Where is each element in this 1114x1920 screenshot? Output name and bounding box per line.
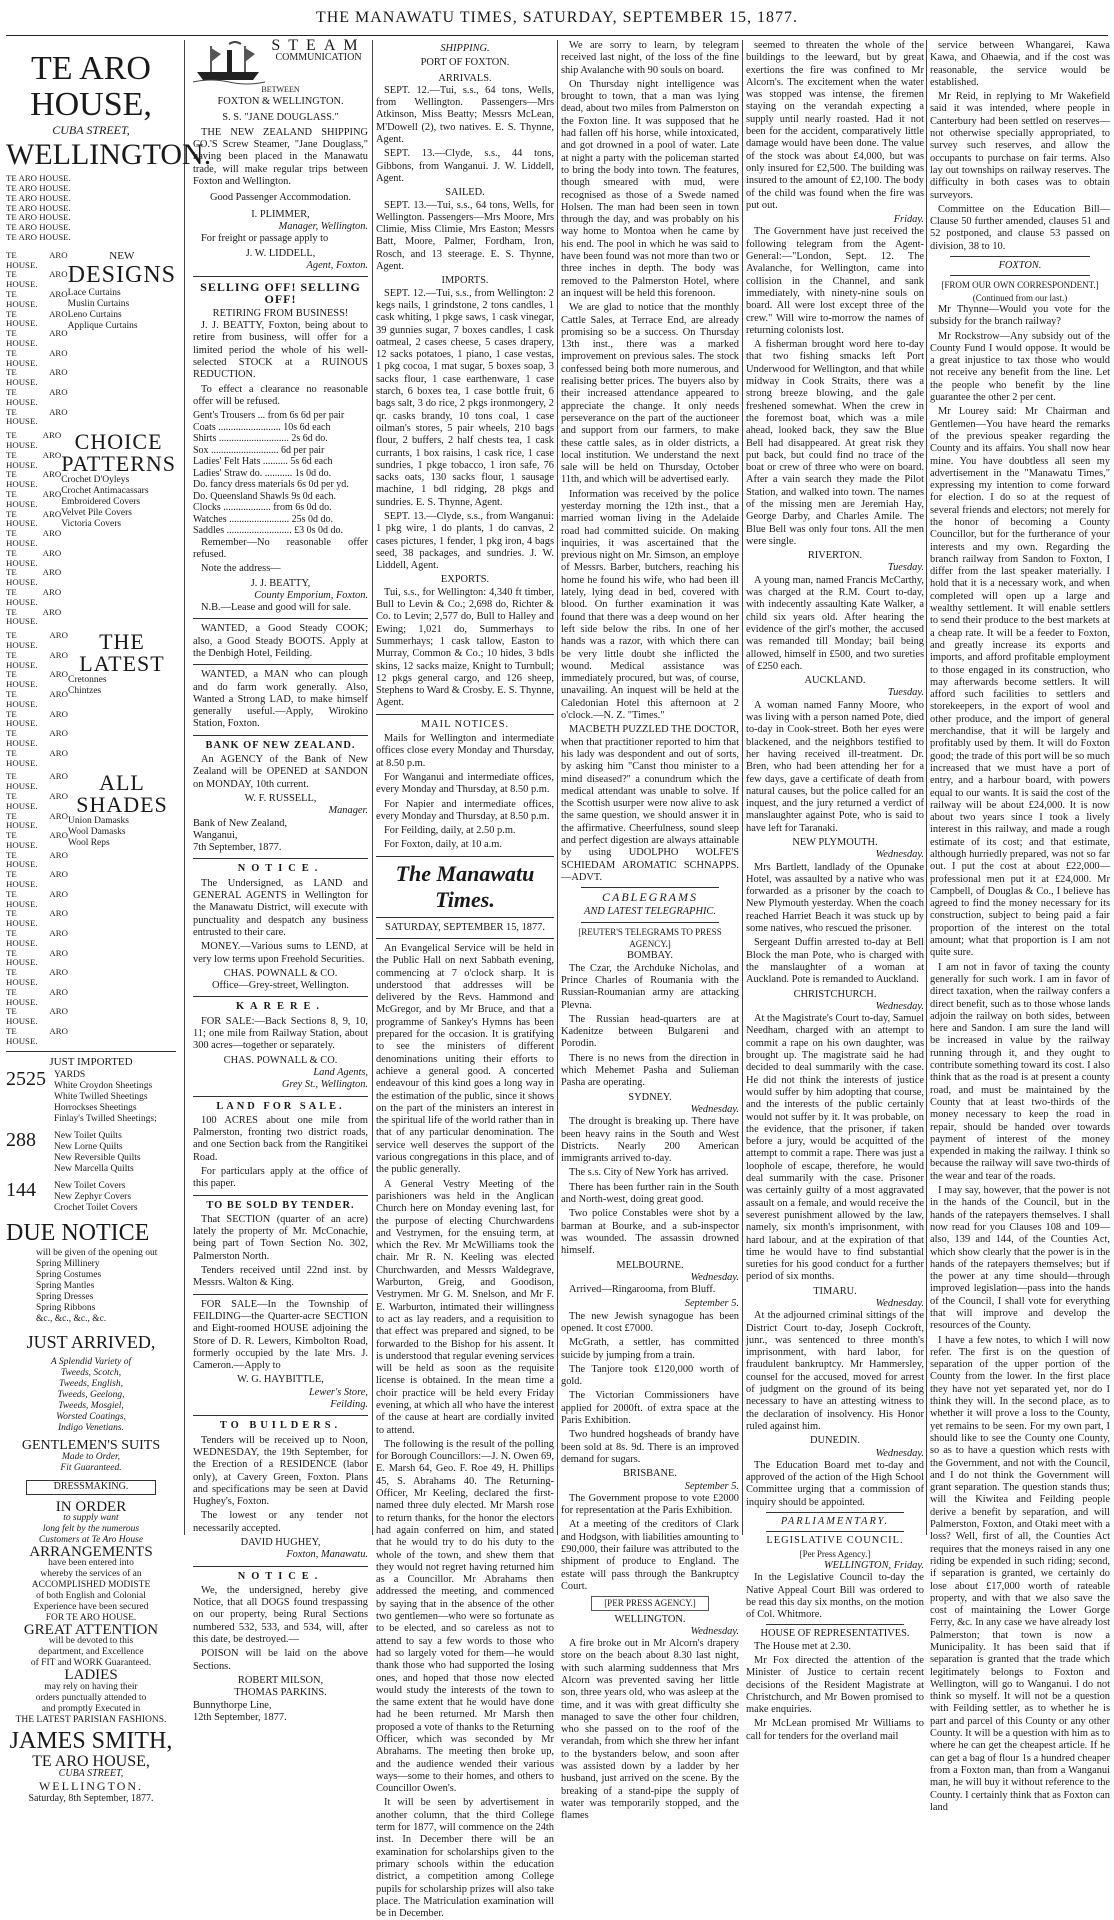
masthead-rule: [6, 35, 1108, 36]
feilding-sale-advert: FOR SALE—In the Township of FEILDING—the Quarter-acre SECTION and Eight-roomed HOUSE adjoining the Store of D. R. Lewers, Kimbolton Road, formerly occupied by the late Mrs. J. Cameron.—Apply to W. G. HAYBITTLE, Lewer's Store, Feilding.: [193, 1298, 368, 1411]
price-row: Saddles .......................... £3 0s 0d do.: [193, 525, 343, 537]
gentlemens-suits-sub: Made to Order, Fit Guaranteed.: [60, 1452, 122, 1474]
column-1-te-aro-advert: TE ARO HOUSE, CUBA STREET, WELLINGTON. TE ARO HOUSE. TE ARO HOUSE. TE ARO HOUSE. TE ARO HOUSE. TE ARO HOUSE. TE ARO HOUSE. TE ARO HOUSE. TE ARO HOUSE. TE ARO HOUSE. TE ARO HOUSE. TE ARO HOUSE. TE ARO HOUSE. TE ARO HOUSE. TE ARO HOUSE. TE ARO HOUSE. TE ARO HOUSE. NEW DESIGNS Lace Curtains Muslin Curtains Leno Curtains Applique Curtains TE ARO HOUSE. TE ARO HOUSE. TE ARO HOUSE. TE ARO HOUSE. TE ARO HOUSE. TE ARO HOUSE. TE ARO HOUSE. TE ARO HOUSE. TE ARO HOUSE. TE ARO HOUSE. CHOICE PATTERNS Crochet D'Oyleys Crochet Antimacassars Embroidered Covers Velvet Pile Covers Victoria Covers TE ARO HOUSE. TE ARO HOUSE. TE ARO HOUSE. TE ARO HOUSE. TE ARO HOUSE. TE ARO HOUSE. TE ARO HOUSE. THE LATEST Cretonnes Chintzes TE ARO HOUSE. TE ARO HOUSE. TE ARO HOUSE. TE ARO HOUSE. TE ARO HOUSE. TE ARO HOUSE. TE ARO HOUSE. TE ARO HOUSE. TE ARO HOUSE. TE ARO HOUSE. TE ARO HOUSE. TE ARO HOUSE. TE ARO HOUSE. TE ARO HOUSE. ALL SHADES Union Damasks Wool Damasks Wool Reps JUST IMPORTED 2525 YARDS White Croydon Sheetings White Twilled Sheetings Horrockses Sheetings Finlay's Twilled Sheetings; 288 New Toilet Quilts New Lorne Quilts New Reversible Quilts New Marcella Quilts 144 New Toilet Covers New Zephyr Covers Crochet Toilet Covers DUE NOTICE will be given of the opening out Spring Millinery Spring Costumes Spring Mantles Spring Dresses Spring Ribbons &c., &c., &c., &c. JUST ARRIVED, A Splendid Variety of Tweeds, Scotch, Tweeds, English, Tweeds, Geelong, Tweeds, Mosgiel, Worsted Coatings, Indigo Venetians. GENTLEMEN'S SUITS Made to Order, Fit Guaranteed. DRESSMAKING. IN ORDER to supply want long felt by the numerous Customers at Te Aro House ARRANGEMENTS have been entered into whereby the services of an ACCOMPLISHED MODISTE of both English and Colonial Experience have been secured FOR TE ARO HOUSE. GREAT ATTENTION will be devoted to this department, and Excellence of FIT and WORK Guaranteed. LADIES may rely on having their orders punctually attended to and promptly Executed in THE LATEST PARISIAN FASHIONS. JAMES SMITH, TE ARO HOUSE, CUBA STREET, WELLINGTON. Saturday, 8th September, 1877.: [6, 50, 212, 1804]
column-divider: [926, 40, 927, 1535]
covers-block: 144 New Toilet Covers New Zephyr Covers Crochet Toilet Covers: [6, 1178, 138, 1213]
latest-heading: LATEST: [79, 651, 165, 677]
shipping-heading: SHIPPING.: [440, 43, 490, 54]
dressmaking-heading: DRESSMAKING.: [26, 1480, 156, 1494]
latest-block: TE ARO HOUSE. TE ARO HOUSE. TE ARO HOUSE. TE ARO HOUSE. TE ARO HOUSE. TE ARO HOUSE. TE ARO HOUSE. THE LATEST Cretonnes Chintzes: [6, 631, 176, 768]
steam-advert: STEAM COMMUNICATION BETWEEN FOXTON & WELLINGTON. S. S. "JANE DOUGLASS." THE NEW ZEALAND SHIPPING CO.'S Screw Steamer, "Jane Douglass," having been placed in the Manawatu trade, will make regular trips between Foxton and Wellington. Good Passenger Accommodation. I. PLIMMER, Manager, Wellington. For freight or passage apply to J. W. LIDDELL, Agent, Foxton.: [193, 37, 368, 271]
price-row: Clocks ................... from 6s 0d do.: [193, 502, 332, 514]
cuba-street: CUBA STREET,: [52, 123, 130, 137]
just-arrived-items: A Splendid Variety of Tweeds, Scotch, Tweeds, English, Tweeds, Geelong, Tweeds, Mosgiel, Worsted Coatings, Indigo Venetians.: [50, 1356, 132, 1433]
price-row: Shirts ............................ 2s 6d do.: [193, 433, 328, 445]
column-2-advertisements: [193, 37, 368, 1723]
column-divider: [557, 40, 558, 1535]
paper-title: The Manawatu Times.: [395, 860, 535, 912]
patterns-heading: PATTERNS: [61, 451, 176, 477]
tender-advert: TO BE SOLD BY TENDER. That SECTION (quarter of an acre) lately the property of Mr. McConachie, being part of Town Section No. 302, Palmerston North. Tenders received until 22nd inst. by Messrs. Walton & King.: [193, 1199, 368, 1289]
mail-notices-heading: MAIL NOTICES.: [420, 718, 510, 730]
price-row: Coats ......................... 10s 6d each: [193, 421, 331, 433]
paper-date: SATURDAY, SEPTEMBER 15, 1877.: [385, 921, 545, 933]
foxton-heading: FOXTON.: [998, 260, 1042, 272]
masthead: THE MANAWATU TIMES, SATURDAY, SEPTEMBER 15, 1877.: [315, 9, 799, 26]
choice-heading: CHOICE: [74, 429, 163, 455]
column-5-news-parliamentary: seemed to threaten the whole of the buildings to the leeward, but by great exertions the fire was confined to Mr Alcorn's. The excitement when the water was stopped was intense, the firemen staying on the verandah expecting a supply until nearly roasted. Had it not been for the accident, comparatively little damage would have been done. The value of the stock was about £4,000, but was only insured for £2,500. The building was insured to the amount of £2,100. The body of the child was found when the fire was put out. Friday. The Government have just received the following telegram from the Agent-General:—"London, Sept. 12. The Avalanche, for Wellington, came into collision in the Channel, and sank immediately, with ninety-nine souls on board. All were lost except three of the crew." Will wire to-morrow the names of returning colonists lost. A fisherman brought word here to-day that two fishing smacks left Port Underwood for Wellington, and that while midway in Cook Straits, there was a strong breeze blowing, and the gale freshened somewhat. When the crew in the foremost boat, which was a mile ahead, looked back, they saw the Blue Bell had disappeared. At great risk they put back, but could find no trace of the boat or crew of three who were on board. After a vain search they made the Pilot Station, and walked into town. The names of the missing men are Jeremiah Hay, George Darby, and Charles Amile. The Blue Bell was only four tons. All the men were single. RIVERTON. Tuesday. A young man, named Francis McCarthy, was charged at the R.M. Court to-day, with indecently assaulting Kate Walker, a child six years old. After hearing the evidence of the girl's mother, the accused was remanded till Monday; bail being allowed, himself in £500, and two sureties of £250 each. AUCKLAND. Tuesday. A woman named Fanny Moore, who was living with a person named Pote, died to-day in Cook-street. Both her eyes were blackened, and the neighbors testified to her having received ill-treatment. Dr. Bren, who had been attending her for a few days, gave a certificate of death from natural causes, but the police called for an inquest, and the jury returned a verdict of manslaughter against Pote, who is said to have left for Taranaki. NEW PLYMOUTH. Wednesday. Mrs Bartlett, landlady of the Opunake Hotel, was assaulted by a native who was forwarded as a prisoner by the coach to New Plymouth yesterday. When the coach reached Harriet Beach it was stuck up by some natives, who rescued the prisoner. Sergeant Duffin arrested to-day at Bell Block the man Pote, who is charged with the manslaughter of a woman at Auckland. Pote is remanded to Auckland. CHRISTCHURCH. Wednesday. At the Magistrate's Court to-day, Samuel Needham, charged with an attempt to commit a rape on his own daughter, was brought up. The magistrate said he had decided to deal summarily with the case. He did not think the interests of justice would suffer by him adopting that course, and the interests of the public certainly would not suffer by it. It was probable, on the evidence, that the prisoner, if taken before a jury, would be acquitted of the attempt to commit a rape. There was just a loophole of escape, therefore, he would deal summarily with the case. Prisoner was certainly guilty of a most aggravated assault on a female, and would receive the severest punishment allowed by the law, namely, six month's imprisonment, with hard labour, and at the expiration of that time he would have to find substantial sureties for his good conduct for a further period of six months. TIMARU. Wednesday. At the adjourned criminal sittings of the District Court to-day, Joseph Cockroft, junr., was sentenced to three month's imprisonment, with hard labor, for fraudulent bankruptcy. Mr Hammersley, counsel for the accused, moved for arrest of judgment on the ground of its being necessary to have an attesting witness to the declaration of insolvency. His Honor ruled against him. DUNEDIN. Wednesday. The Education Board met to-day and approved of the action of the High School Committee urging that a commission of inquiry should be appointed. PARLIAMENTARY. LEGISLATIVE COUNCIL. [Per Press Agency.] WELLINGTON, Friday. In the Legislative Council to-day the Native Appeal Court Bill was ordered to be read this day six months, on the motion of Col. Whitmore. HOUSE OF REPRESENTATIVES. The House met at 2.30. Mr Fox directed the attention of the Minister of Justice to certain recent decisions of the Resident Magistrate at Christchurch, and Mr Bowen promised to make enquiries. Mr McLean promised Mr Williams to call for tenders for the overland mail: [746, 40, 924, 1742]
great-attention-heading: GREAT ATTENTION: [23, 1622, 159, 1639]
title-te-aro: TE ARO: [31, 50, 151, 87]
karere-advert: KARERE. FOR SALE:—Back Sections 8, 9, 10, 11; one mile from Railway Station, about 300 acres—together or separately. CHAS. POWNALL & CO. Land Agents, Grey St., Wellington.: [193, 1001, 368, 1091]
gentlemens-suits: GENTLEMEN'S SUITS: [21, 1437, 161, 1453]
due-notice-items: will be given of the opening out Spring Millinery Spring Costumes Spring Mantles Spring Dresses Spring Ribbons &c., &c., &c., &c.: [36, 1247, 158, 1324]
column-6-foxton: service between Whangarei, Kawa Kawa, and Ohaewia, and if the cost was reasonable, the service would be established. Mr Reid, in replying to Mr Wakefield said it was intended, where people in Canterbury had been settled on reserves—not otherwise specially appropriated, to survey such reserves, and allow the occupants to purchase on fair terms. Also lay out townships on railway reserves. The difficulty in both cases was to obtain surveyors. Committee on the Education Bill—Clause 50 further amended, clauses 51 and 52 postponed, and clause 53 passed on division, 38 to 10. FOXTON. [FROM OUR OWN CORRESPONDENT.] (Continued from our last.) Mr Thynne—Would you vote for the subsidy for the branch railway? Mr Rockstrow—Any subsidy out of the County Fund I would oppose. It would be a great injustice to tax those who would not receive any benefit from the line. Let the people who benefit by the line guarantee the other 2 per cent. Mr Lourey said: Mr Chairman and Gentlemen—You have heard the remarks of the previous speaker regarding the County and its affairs. You shall now hear mine. You have doubtless all seen my advertisement in the "Manawatu Times," expressing my intention to come forward for election. I do so at the request of several friends and electors; not merely for the honor of becoming a County Councillor, but for the furtherance of your interests and my own. Regarding the branch railway from Sandon to Foxton, I differ from the last speaker materially. I hold that it is a necessary work, and when completed will open up a large and wealthy settlement. It will enable settlers to send their produce to the best markets at a cheap rate. It will be a feeder to Foxton, and greatly increase its exports and imports, and afford profitable employment to those engaged in its construction, who may afterwards become settlers. It will afford such facilities to settlers and storekeepers, in the export of wool and other produce, and the import of general merchandise, that it will be largely and profitably used by them. It will do Foxton good; the trade of this port will be so much increased that we must have a port of entry, and a harbour board, with powers equal to our wants. It is said the cost of the railway will be about £24,000. It is now about two years since I took a lively interest in this railway, and made a rough estimate of its cost; and that estimate, although hurriedly prepared, was not so far out. I put the cost at about £22,000—professional men put it at £24,000. Mr Campbell, of Douglas & Co., I believe has agreed to find the money necessary for its construction, subject to being paid a fair proportion of the interest on the total amount; what that proportion is I am not quite sure. I am not in favor of taxing the county generally for such work. I am in favor of direct taxation, when the railway confers a direct benefit, such as to those whose lands adjoin the railway on both sides, between here and Sandon. I am sure the land will be increased in value by the railway running through it, and they ought to contribute something toward its cost. I also think that as the road is at present a county road, and must be maintained by the County that at least two-thirds of the money necessary to keep the road in repair, should be handed over towards payment of interest of the money expended in making the railway. I think so because the railway will save two-thirds of the wear and tear of the roads. I may say, however, that the power is not in the hands of the Council, but in the hands of the ratepayers themselves. I shall now read for you Clauses 108 and 109—also, 139 and 144, of the Counties Act, which show clearly that the power is in the hands of the ratepayers themselves; but if the power at any time should—through improved legislation—pass into the hands of the Council, I shall vote for everything that will improve and develop the resources of the County. I have a few notes, to which I will now refer. The first is on the question of separation of the upper portion of the County from the lower. In the first place they have not yet separated yet, nor do I think they will. In the second place, as to whether it will prove a loss to the County, yet remains to be seen. For my own part, I should like to see the County one County, so as to have a question which rests with the Government, and not with the Council, and I do not think the Government will grant separation. The question stands thus; will the Kiwitea and Feilding people derive a benefit by separation, and will Palmerston, Foxton, and Otaki meet with a loss? Well, first of all, the Counties Act requires that the moneys raised in any one riding be expended in such riding; second, if separation is granted, we certainly do lose about £17,000 worth of rateable property, and with that we also save the cost of maintaining the Lower Gorge Ferry, &c. In any case we have already lost Palmerston; that town is now a Municipality. It has been said that if separation is granted that the trade which legitimately belongs to Foxton and Wellington, will go to Wanganui. I do not think so myself. It will not be a question with Feilding settler, as to whether he is part and parcel of this County or any other County. It will be a question with him as to where he can get the cheapest article. If he can get a bag of flour 1s a hundred cheaper from a Foxton man, than from a Wanganui man, he will buy it without reference to the County. I certainly think that as Foxton can land: [930, 40, 1110, 1813]
price-row: Gent's Trousers ... from 6s 6d per pair: [193, 410, 345, 422]
shades-block: TE ARO HOUSE. TE ARO HOUSE. TE ARO HOUSE. TE ARO HOUSE. TE ARO HOUSE. TE ARO HOUSE. TE ARO HOUSE. TE ARO HOUSE. TE ARO HOUSE. TE ARO HOUSE. TE ARO HOUSE. TE ARO HOUSE. TE ARO HOUSE. TE ARO HOUSE. ALL SHADES Union Damasks Wool Damasks Wool Reps: [6, 772, 176, 1046]
selling-off-advert: SELLING OFF! SELLING OFF! RETIRING FROM BUSINESS! J. J. BEATTY, Foxton, being about to retire from business, will offer for a limited period the whole of his well-selected STOCK at a RUINOUS REDUCTION. To effect a clearance no reasonable offer will be refused. Gent's Trousers ... from 6s 6d per pair Coats ......................... 10s 6d each Shirts ............................ 2s 6d do. Sox ........................... 6d per pair Ladies' Felt Hats .......... 5s 6d each Ladies' Straw do. ........... 1s 0d do. Do. fancy dress materials 6s 0d per yd. Do. Queensland Shawls 9s 0d each. Clocks ................... from 6s 0d do. Watches ........................ 25s 0d do. Saddles .......................... £3 0s 0d do. Remember—No reasonable offer refused. Note the address— J. J. BEATTY, County Emporium, Foxton. N.B.—Lease and good will for sale.: [193, 280, 368, 614]
column-divider: [372, 40, 373, 1535]
steamship-icon: [193, 40, 265, 84]
price-row: Sox ........................... 6d per pair: [193, 444, 325, 456]
parliamentary-heading: PARLIAMENTARY.: [780, 1516, 890, 1528]
wanted-man-advert: WANTED, a MAN who can plough and do farm work generally. Also, Wanted a Strong LAD, to make himself generally useful.—Apply, Wirokino Station, Foxton.: [193, 669, 368, 730]
builders-advert: TO BUILDERS. Tenders will be received up to Noon, WEDNESDAY, the 19th September, for the Erection of a RESIDENCE (labor only), at Cavery Green, Foxton. Plans and specifications may be seen at David Hughey's, Foxton. The lowest or any tender not necessarily accepted. DAVID HUGHEY, Foxton, Manawatu.: [193, 1420, 368, 1561]
advert-date: Saturday, 8th September, 1877.: [28, 1792, 154, 1804]
all-heading: ALL: [99, 770, 145, 796]
ladies-heading: LADIES: [64, 1667, 118, 1684]
in-order-heading: IN ORDER: [55, 1498, 127, 1515]
price-row: Do. Queensland Shawls 9s 0d each.: [193, 490, 337, 502]
price-row: Watches ........................ 25s 0d do.: [193, 513, 334, 525]
patterns-block: TE ARO HOUSE. TE ARO HOUSE. TE ARO HOUSE. TE ARO HOUSE. TE ARO HOUSE. TE ARO HOUSE. TE ARO HOUSE. TE ARO HOUSE. TE ARO HOUSE. TE ARO HOUSE. CHOICE PATTERNS Crochet D'Oyleys Crochet Antimacassars Embroidered Covers Velvet Pile Covers Victoria Covers: [6, 429, 176, 627]
yards-block: 2525 YARDS White Croydon Sheetings White Twilled Sheetings Horrockses Sheetings Finlay's Twilled Sheetings;: [6, 1067, 157, 1124]
column-4-news-cablegrams: We are sorry to learn, by telegram received last night, of the loss of the fine ship Avalanche with 90 souls on board. On Thursday night intelligence was brought to town, that a man was lying dead, about two miles from Palmerston on the Foxton line. It was supposed that he had fallen off his horse, while intoxicated, and got drowned in a pool of water. Late at night a party with the policeman started to bring the body into town. The features, though smeared with mud, were recognised as those of a Swede named Holsen. The man had been seen in town through the day, and was probably on his way home to Montoa when he came by his end. The pool in which he was said to have been found was not more than two or three inches in depth. The body was removed to the Palmerston Hotel, where an inquest will be held this forenoon. We are glad to notice that the monthly Cattle Sales, at Terrace End, are already promising so be a success. On Thursday 13th inst., there was a marked improvement on previous sales. The stock confessed being both more numerous, and realising better prices. The buyers also by their increased attendance appeared to appreciate the change. It only needs perseverance on the part of the auctioneer and support from our farmers, to make these cattle sales, as in older districts, a local institution. We understand the next sale will be held on Thursday, October 11th, and which will be advertised early. Information was received by the police yesterday morning the 12th inst., that a married woman living in the Adelaide road had committed suicide. On making inquiries, it was ascertained that the previous night on Mr. Simson, an employe of Messrs. Barber, butchers, reaching his home he found his wife, who had been ill lately, lying dead in bed, covered with blood. On further examination it was found that there was a deep wound on her left side below the ribs. In one of her hands was a razor, with which there can be very little doubt she inflicted the wound. Medical assistance was immediately procured, but was, of course, unavailing. An inquest will be held at the Caledonian Hotel this afternoon at 2 o'clock.—N. Z. "Times." MACBETH PUZZLED THE DOCTOR, when that practitioner reported to him that his lady was despondent and out of sorts, by asking him "Canst thou minister to a mind diseased?" a conundrum which the medical attendant was unable to solve. If the Scottish usurper were now alive to ask the same question, we should answer it in the affirmative. Cheerfulness, sound sleep and perfect digestion are always attainable by using UDOLPHO WOLFE'S SCHIEDAM AROMATIC SCHNAPPS.—ADVT. CABLEGRAMS AND LATEST TELEGRAPHIC. [REUTER'S TELEGRAMS TO PRESS AGENCY.] BOMBAY. The Czar, the Archduke Nicholas, and Prince Charles of Roumania with the Russian-Roumanian army are attacking Plevna. The Russian head-quarters are at Kadenitze between Bulgareni and Porodin. There is no news from the direction in which Mehemet Pasha and Sulieman Pasha are operating. SYDNEY. Wednesday. The drought is breaking up. There have been heavy rains in the South and West Districts. Nearly 200 American immigrants arrived to-day. The s.s. City of New York has arrived. There has been further rain in the South and North-west, doing great good. Two police Constables were shot by a barman at Bourke, and a sub-inspector was wounded. The assassin drowned himself. MELBOURNE. Wednesday. Arrived—Ringarooma, from Bluff. September 5. The new Jewish synagogue has been opened. It cost £7000. McGrath, a settler, has committed suicide by jumping from a train. The Tanjore took £120,000 worth of gold. The Victorian Commissioners have applied for 2000ft. of extra space at the Paris Exhibition. Two hundred hogsheads of brandy have been sold at 8s. 9d. There is an improved demand for sugars. BRISBANE. September 5. The Government propose to vote £2000 for representation at the Paris Exhibition. At a meeting of the creditors of Clark and Hodgson, with liabilities amounting to £90,000, their failure was attributed to the shipment of produce to England. The estate will pass through the Bankruptcy Court. [PER PRESS AGENCY.] WELLINGTON. Wednesday. A fire broke out in Mr Alcorn's drapery store on the beach about 8.30 last night, with such alarming suddenness that Mrs Alcorn was prevented saving her little son, three years old, who was asleep at the time, and it was with great difficulty she managed to save the other four children, who she passed on to the roof of the verandah, from which she threw her infant to the bystanders below, and soon after was assisted down by a ladder by her husband, just arrived on the scene. By the breaking of a stand-pipe the supply of water was temporarily stopped, and the flames: [561, 40, 739, 1822]
wanted-cook-advert: WANTED, a Good Steady COOK; also, a Good Steady BOOTS. Apply at the Denbigh Hotel, Feilding.: [193, 623, 368, 659]
just-arrived-heading: JUST ARRIVED,: [26, 1331, 156, 1352]
designs-heading: DESIGNS: [67, 261, 176, 288]
designs-block: TE ARO HOUSE. TE ARO HOUSE. TE ARO HOUSE. TE ARO HOUSE. TE ARO HOUSE. TE ARO HOUSE. TE ARO HOUSE. TE ARO HOUSE. TE ARO HOUSE. NEW DESIGNS Lace Curtains Muslin Curtains Leno Curtains Applique Curtains: [6, 249, 176, 427]
due-notice-heading: DUE NOTICE: [6, 1219, 150, 1246]
cablegrams-heading: CABLEGRAMS: [602, 890, 698, 905]
just-imported: JUST IMPORTED: [49, 1055, 133, 1068]
column-divider: [184, 40, 185, 1535]
dogs-notice-advert: NOTICE. We, the undersigned, hereby give Notice, that all DOGS found trespassing on our property, being Rural Sections numbered 532, 533, and 534, will, after this date, be destroyed.— POISON will be laid on the above Sections. ROBERT MILSON, THOMAS PARKINS. Bunnythorpe Line, 12th September, 1877.: [193, 1570, 368, 1723]
title-wellington: WELLINGTON.: [6, 138, 212, 172]
house-list-1: TE ARO HOUSE. TE ARO HOUSE. TE ARO HOUSE. TE ARO HOUSE. TE ARO HOUSE. TE ARO HOUSE. TE ARO HOUSE.: [6, 173, 71, 243]
shades-heading: SHADES: [76, 792, 168, 818]
price-row: Do. fancy dress materials 6s 0d per yd.: [193, 479, 349, 491]
column-3-shipping-editorial: SHIPPING. PORT OF FOXTON. ARRIVALS. SEPT. 12.—Tui, s.s., 64 tons, Wells, from Wellington. Passengers—Mrs Atkinson, Miss Beatty; Messrs McLean, M'Dowell (2), two natives. E. S. Thynne, Agent. SEPT. 13.—Clyde, s.s., 44 tons, Gibbons, from Wanganui. J. W. Liddell, Agent. SAILED. SEPT. 13.—Tui, s.s., 64 tons, Wells, for Wellington. Passengers—Mrs Moore, Mrs Climie, Miss Climie, Mrs Easton; Messrs Batt, Moore, Palmer, Fordham, Iron, Rosch, and 13 steerage. E. S. Thynne, Agent. IMPORTS. SEPT. 12.—Tui, s.s., from Wellington: 2 kegs nails, 1 grindstone, 2 tons candles, 1 cask whiting, 1 pkge saws, 1 cask vinegar, 39 gunnies sugar, 7 boxes candles, 1 cask oatmeal, 2 cases cheese, 5 cases drapery, 12 sacks potatoes, 1 piano, 1 case vestas, 1 pkg cocoa, 1 mat sugar, 5 boxes soap, 3 sacks flour, 1 case earthenware, 1 case starch, 6 boxes tea, 1 case bottle fruit, 6 bags salt, 3 do rice, 2 pkgs ironmongery, 2 qr. casks brandy, 10 tons coal, 1 case oilman's stores, 5 pair wheels, 210 bags flour, 2 buffers, 2 half chests tea, 1 cask currants, 1 box raisins, 1 cask rice, 1 case sundries, 1 pkge tobacco, 1 iron safe, 76 sacks oats, 130 sacks flour, 1 sausage machine, 1 bdl ridging, 28 pkgs and sundries. E. S. Thynne, Agent. SEPT. 13.—Clyde, s.s., from Wanganui: 1 pkg wire, 1 do plants, 1 do canvas, 2 cases pictures, 1 fender, 1 pkg iron, 4 bags seed, 38 packages, and sundries. J. W. Liddell, Agent. EXPORTS. Tui, s.s., for Wellington: 4,340 ft timber, Bull to Levin & Co.; 2,698 do, Richter & Co. to Levin; 2,577 do, Bull to Halley and Ewing; 1,021 do, Summerhays to Summerhays; 1 cask tallow, Easton to Murray, Common & Co.; 10 hides, 3 bdls skins, 12 sacks maize, Knight to Turnbull; 12 pkgs general cargo, and 126 sheep, Stephens to Ward & Crosby. E. S. Thynne, Agent. MAIL NOTICES. Mails for Wellington and intermediate offices close every Monday and Thursday, at 8.50 p.m. For Wanganui and intermediate offices, every Monday and Thursday, at 8.50 p.m. For Napier and intermediate offices, every Monday and Thursday, at 8.50 p.m. For Feilding, daily, at 2.50 p.m. For Foxton, daily, at 10 a.m. The Manawatu Times. SATURDAY, SEPTEMBER 15, 1877. An Evangelical Service will be held in the Public Hall on next Sabbath evening, commencing at 7 o'clock sharp. It is understood that addresses will be delivered by the Revs. Hammond and McGregor, and by Mr Bruce, and that a programme of Sankey's Hymns has been prepared for the occasion. It is gratifying to see the ministers of different denominations uniting their efforts to achieve a general good. A concerted endeavour of this kind goes a long way in the estimation of the public, since it shows on the part of the ministers an interest in the spiritual life of the world rather than in that of any particular denomination. The service well deserves the support of the various congregations in this place, and of the public generally. A General Vestry Meeting of the parishioners was held in the Anglican Church here on Monday evening last, for the purpose of electing Churchwardens and Vestrymen, for the ensuing term, at which the Rev. Mr McWilliams took the chair. Mr R. N. Keeling was elected Churchwarden, and Messrs Waldegrave, Warburton, Greig, and Goodison, Vestrymen. Mr G. M. Snelson, and Mr F. E. Warburton, intimated their willingness to act as lay readers, and a requisition to that effect was prepared and signed, to be forwarded to the Bishop for his assent. It is understood that regular evening services will be held as soon as the requisite license is obtained. In the mean time a choir practice will be held every Friday evening, at which all who have the interest of the cause at heart are cordially invited to attend. The following is the result of the polling for Borough Councillors:—J. N. Owen 69, E. Marsh 64, Geo. F. Roe 49, H. Phillips 45, S. Abrahams 40. The Returning-Officer, Mr Keeling, declared the first-named three duly elected. Mr Marsh rose to return thanks, for the honor the electors had again conferred on him, and stated that he would try to do his duty to the whole of the town, and shew them that they would not regret having returned him as a Councillor. Mr Abrahams then addressed the meeting, and commenced by saying that in the absence of the other two gentlemen—who were so fortunate as to be elected, and so careless as not to attend to say a few words to those who had so largely voted for them—he would thank those who had supported the losing ones, and hoped that those now elected would study the interests of the town to the same extent that he would have done had he been returned. Mr Marsh then proposed a vote of thanks to the Returning Officer, which was seconded by Mr Abrahams. The meeting then broke up, and the audience wended their various ways—some to their homes, and others to Councillor Owen's. It will be seen by advertisement in another column, that the third College term for 1877, will commence on the 24th inst. In December there will be an examination for scholarships given to the primary schools within the education district, a competition among College pupils for scholarship prizes will also take place. The Matriculation examination will be in December.: [376, 43, 554, 1920]
column-divider: [742, 40, 743, 1535]
james-smith: JAMES SMITH,: [9, 1727, 173, 1754]
price-row: Ladies' Felt Hats .......... 5s 6d each: [193, 456, 333, 468]
title-house: HOUSE,: [30, 86, 152, 123]
notice-advert: NOTICE. The Undersigned, as LAND and GENERAL AGENTS in Wellington for the Manawatu District, will execute with punctuality and despatch any business entrusted to their care. MONEY.—Various sums to LEND, at very low terms upon Freehold Securities. CHAS. POWNALL & CO. Office—Grey-street, Wellington.: [193, 863, 368, 992]
quilts-block: 288 New Toilet Quilts New Lorne Quilts New Reversible Quilts New Marcella Quilts: [6, 1128, 141, 1174]
arrangements-heading: ARRANGEMENTS: [29, 1543, 153, 1560]
land-for-sale-advert: LAND FOR SALE. 100 ACRES about one mile from Palmerston, fronting two district roads, and one Section back from the Rangitikei Road. For particulars apply at the office of this paper.: [193, 1100, 368, 1190]
price-list: [193, 410, 368, 537]
the-heading: THE: [99, 629, 145, 655]
price-row: Ladies' Straw do. ........... 1s 0d do.: [193, 467, 332, 479]
bank-advert: BANK OF NEW ZEALAND. An AGENCY of the Bank of New Zealand will be OPENED at SANDON on MONDAY, 10th current. W. F. RUSSELL, Manager. Bank of New Zealand, Wanganui, 7th September, 1877.: [193, 739, 368, 854]
